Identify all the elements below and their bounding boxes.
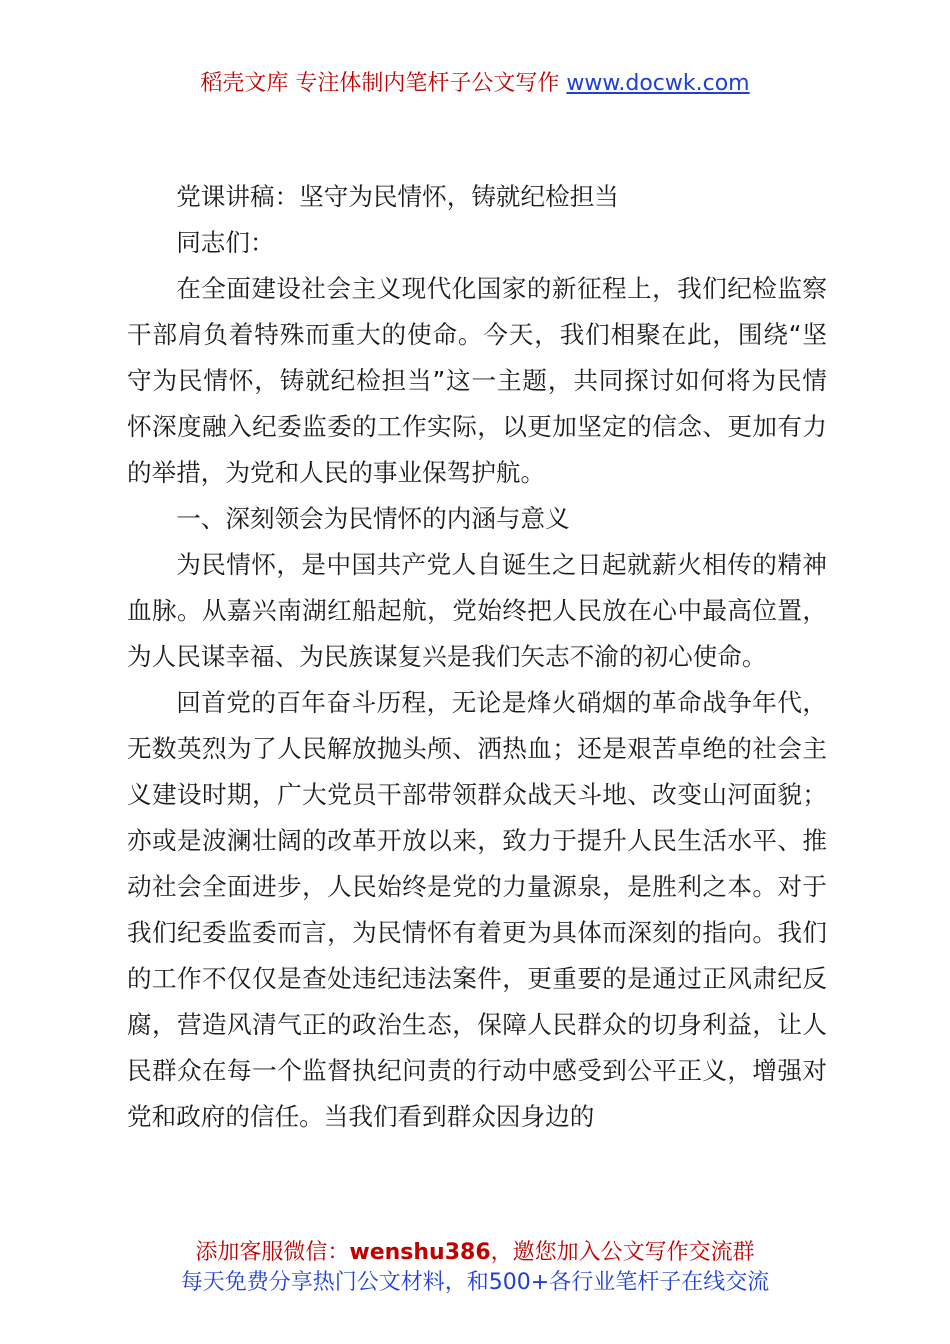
salutation: 同志们：: [176, 228, 275, 257]
document-body: [127, 174, 827, 1140]
wechat-id: wenshu386: [349, 1240, 491, 1265]
footer-contact-prefix: 添加客服微信：: [195, 1240, 350, 1265]
paragraph-intro: 在全面建设社会主义现代化国家的新征程上，我们纪检监察干部肩负着特殊而重大的使命。今天，我们相聚在此，围绕“坚守为民情怀，铸就纪检担当”这一主题，共同探讨如何将为民情怀深度融入纪委监委的工作实际，以更加坚定的信念、更加有力的举措，为党和人民的事业保驾护航。: [127, 274, 827, 487]
site-url-link[interactable]: www.docwk.com: [566, 71, 750, 96]
footer-contact-suffix: ，邀您加入公文写作交流群: [490, 1240, 755, 1265]
paragraph-history: 回首党的百年奋斗历程，无论是烽火硝烟的革命战争年代，无数英烈为了人民解放抛头颅、洒热血；还是艰苦卓绝的社会主义建设时期，广大党员干部带领群众战天斗地、改变山河面貌；亦或是波澜壮阔的改革开放以来，致力于提升人民生活水平、推动社会全面进步，人民始终是党的力量源泉，是胜利之本。对于我们纪委监委而言，为民情怀有着更为具体而深刻的指向。我们的工作不仅仅是查处违纪违法案件，更重要的是通过正风肃纪反腐，营造风清气正的政治生态，保障人民群众的切身利益，让人民群众在每一个监督执纪问责的行动中感受到公平正义，增强对党和政府的信任。当我们看到群众因身边的: [127, 688, 827, 1131]
footer-share-line: 每天免费分享热门公文材料，和500+各行业笔杆子在线交流: [180, 1270, 770, 1295]
brand-name: 稻壳文库: [200, 71, 289, 96]
page-header: [0, 68, 950, 100]
page-footer: [0, 1238, 950, 1298]
section-heading: 一、深刻领会为民情怀的内涵与意义: [176, 504, 570, 533]
footer-contact-line: [0, 1238, 950, 1268]
paragraph-meaning: 为民情怀，是中国共产党人自诞生之日起就薪火相传的精神血脉。从嘉兴南湖红船起航，党始终把人民放在心中最高位置，为人民谋幸福、为民族谋复兴是我们矢志不渝的初心使命。: [127, 550, 827, 671]
document-title: 党课讲稿：坚守为民情怀，铸就纪检担当: [176, 182, 619, 211]
brand-slogan: 专注体制内笔杆子公文写作: [295, 71, 560, 96]
